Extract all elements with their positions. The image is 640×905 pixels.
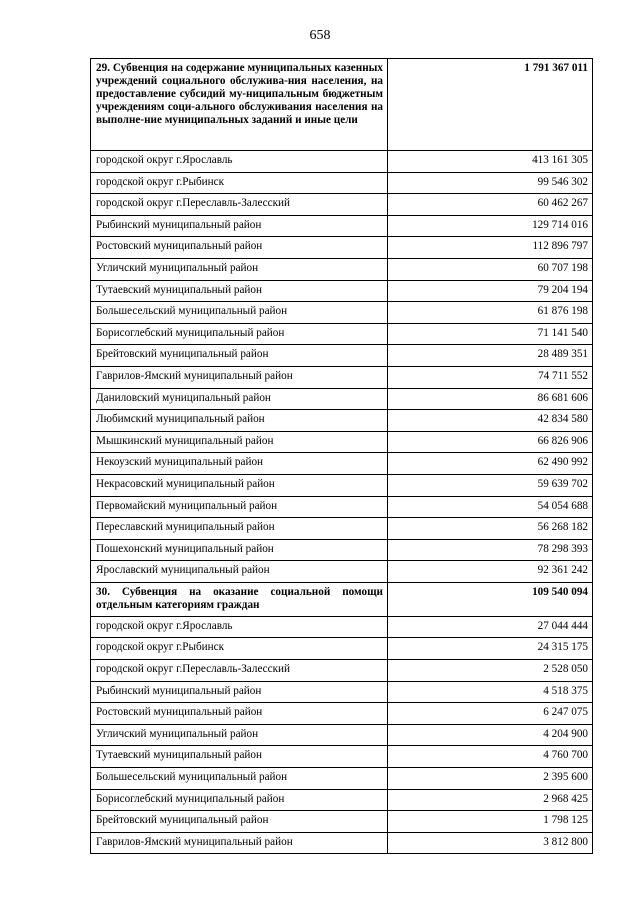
municipality-name: Большесельский муниципальный район [91, 302, 388, 324]
table-row [91, 431, 593, 453]
table-row [91, 768, 593, 790]
municipality-name: Борисоглебский муниципальный район [91, 789, 388, 811]
municipality-name: Брейтовский муниципальный район [91, 811, 388, 833]
municipality-name: Тутаевский муниципальный район [91, 280, 388, 302]
table-row [91, 638, 593, 660]
table-row [91, 724, 593, 746]
table-row [91, 345, 593, 367]
table-row [91, 703, 593, 725]
municipality-name: Любимский муниципальный район [91, 410, 388, 432]
amount-value: 3 812 800 [388, 832, 593, 854]
table-row [91, 172, 593, 194]
section-header-29 [91, 59, 593, 151]
municipality-name: Гаврилов-Ямский муниципальный район [91, 366, 388, 388]
municipality-name: Первомайский муниципальный район [91, 496, 388, 518]
amount-value: 413 161 305 [388, 151, 593, 173]
municipality-name: Даниловский муниципальный район [91, 388, 388, 410]
municipality-name: городской округ г.Ярославль [91, 616, 388, 638]
amount-value: 62 490 992 [388, 453, 593, 475]
municipality-name: Гаврилов-Ямский муниципальный район [91, 832, 388, 854]
table-row [91, 746, 593, 768]
amount-value: 42 834 580 [388, 410, 593, 432]
table-row [91, 474, 593, 496]
table-row [91, 811, 593, 833]
table-row [91, 518, 593, 540]
table-row [91, 616, 593, 638]
municipality-name: Угличский муниципальный район [91, 724, 388, 746]
table-row [91, 215, 593, 237]
amount-value: 59 639 702 [388, 474, 593, 496]
section-total: 1 791 367 011 [388, 59, 593, 151]
municipality-name: Мышкинский муниципальный район [91, 431, 388, 453]
amount-value: 60 462 267 [388, 194, 593, 216]
amount-value: 2 528 050 [388, 660, 593, 682]
municipality-name: Ростовский муниципальный район [91, 703, 388, 725]
municipality-name: Брейтовский муниципальный район [91, 345, 388, 367]
municipality-name: городской округ г.Переславль-Залесский [91, 660, 388, 682]
municipality-name: Борисоглебский муниципальный район [91, 323, 388, 345]
municipality-name: Пошехонский муниципальный район [91, 539, 388, 561]
table-row [91, 151, 593, 173]
amount-value: 24 315 175 [388, 638, 593, 660]
table-row [91, 789, 593, 811]
amount-value: 56 268 182 [388, 518, 593, 540]
table-row [91, 660, 593, 682]
amount-value: 54 054 688 [388, 496, 593, 518]
municipality-name: городской округ г.Ярославль [91, 151, 388, 173]
table-row [91, 323, 593, 345]
amount-value: 27 044 444 [388, 616, 593, 638]
amount-value: 92 361 242 [388, 561, 593, 583]
budget-table-body [91, 59, 593, 854]
table-row [91, 681, 593, 703]
section-title: 30. Субвенция на оказание социальной помощи отдельным категориям граждан [91, 582, 388, 616]
municipality-name: городской округ г.Переславль-Залесский [91, 194, 388, 216]
municipality-name: Ростовский муниципальный район [91, 237, 388, 259]
table-row [91, 280, 593, 302]
municipality-name: Рыбинский муниципальный район [91, 681, 388, 703]
amount-value: 4 204 900 [388, 724, 593, 746]
table-row [91, 237, 593, 259]
table-row [91, 832, 593, 854]
municipality-name: Тутаевский муниципальный район [91, 746, 388, 768]
section-total: 109 540 094 [388, 582, 593, 616]
table-row [91, 388, 593, 410]
amount-value: 28 489 351 [388, 345, 593, 367]
section-title: 29. Субвенция на содержание муниципальных казенных учреждений социального обслужива-ния населения, на предоставление субсидий му-ниципальным бюджетным учреждениям соци-ального обслуживания населения на выполне-ние муниципальных заданий и иные цели [91, 59, 388, 151]
amount-value: 129 714 016 [388, 215, 593, 237]
amount-value: 99 546 302 [388, 172, 593, 194]
table-row [91, 194, 593, 216]
section-header-30 [91, 582, 593, 616]
municipality-name: Некрасовский муниципальный район [91, 474, 388, 496]
table-row [91, 410, 593, 432]
municipality-name: Большесельский муниципальный район [91, 768, 388, 790]
amount-value: 78 298 393 [388, 539, 593, 561]
amount-value: 86 681 606 [388, 388, 593, 410]
table-row [91, 366, 593, 388]
table-row [91, 453, 593, 475]
table-row [91, 258, 593, 280]
municipality-name: Угличский муниципальный район [91, 258, 388, 280]
amount-value: 112 896 797 [388, 237, 593, 259]
amount-value: 6 247 075 [388, 703, 593, 725]
municipality-name: Переславский муниципальный район [91, 518, 388, 540]
budget-table [90, 58, 593, 854]
municipality-name: городской округ г.Рыбинск [91, 638, 388, 660]
amount-value: 60 707 198 [388, 258, 593, 280]
amount-value: 71 141 540 [388, 323, 593, 345]
amount-value: 79 204 194 [388, 280, 593, 302]
municipality-name: городской округ г.Рыбинск [91, 172, 388, 194]
amount-value: 61 876 198 [388, 302, 593, 324]
amount-value: 4 760 700 [388, 746, 593, 768]
table-row [91, 302, 593, 324]
municipality-name: Ярославский муниципальный район [91, 561, 388, 583]
table-row [91, 496, 593, 518]
amount-value: 2 395 600 [388, 768, 593, 790]
amount-value: 66 826 906 [388, 431, 593, 453]
amount-value: 4 518 375 [388, 681, 593, 703]
page-number: 658 [309, 28, 331, 43]
amount-value: 2 968 425 [388, 789, 593, 811]
amount-value: 74 711 552 [388, 366, 593, 388]
table-row [91, 561, 593, 583]
municipality-name: Некоузский муниципальный район [91, 453, 388, 475]
municipality-name: Рыбинский муниципальный район [91, 215, 388, 237]
table-row [91, 539, 593, 561]
amount-value: 1 798 125 [388, 811, 593, 833]
